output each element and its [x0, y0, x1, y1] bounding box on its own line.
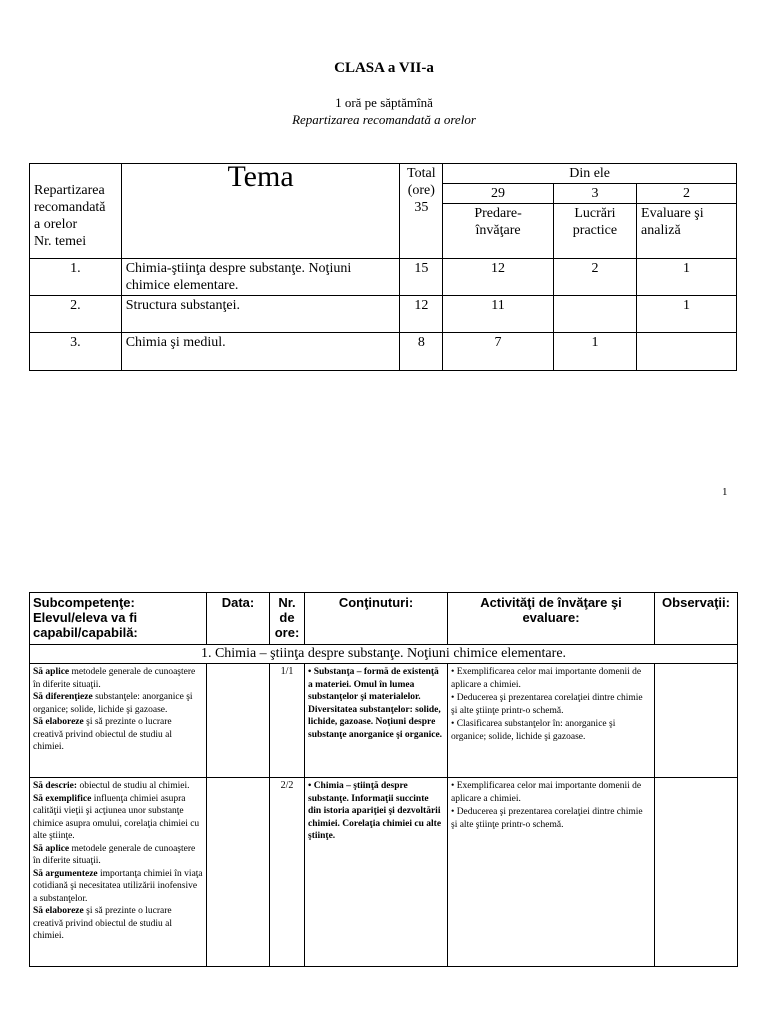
- header-observatii: Observaţii:: [655, 593, 738, 645]
- subcompetente-cell: Să aplice metodele generale de cunoaştere în diferite situaţii. Să diferenţieze substanţele: anorganice şi organice; solide, lichide şi gazoase. Să elaboreze şi să prezinte o lucrare creativă privind obiectul de studiu al chimiei.: [30, 664, 207, 778]
- table-row: 2. Structura substanţei. 12 11 1: [30, 296, 737, 333]
- count-predare: 29: [443, 184, 554, 204]
- label-predare: Predare- învăţare: [443, 204, 554, 259]
- page-title: CLASA a VII-a: [334, 60, 434, 76]
- curriculum-table: [29, 592, 738, 967]
- count-evaluare: 2: [637, 184, 737, 204]
- table-row: 3. Chimia şi mediul. 8 7 1: [30, 333, 737, 371]
- subtitle: Repartizarea recomandată a orelor: [292, 112, 476, 127]
- data-cell: [207, 664, 270, 778]
- label-lucrari: Lucrări practice: [553, 204, 636, 259]
- nr-cell: 2/2: [270, 778, 305, 967]
- section-title: 1. Chimia – ştiinţa despre substanţe. Noţiuni chimice elementare.: [30, 645, 738, 664]
- activitati-cell: • Exemplificarea celor mai importante domenii de aplicare a chimiei. • Deducerea şi prezentarea corelaţiei dintre chimie şi alte ştiinţe printr-o schemă.: [448, 778, 655, 967]
- count-lucrari: 3: [553, 184, 636, 204]
- col-tema-header: Tema: [121, 164, 400, 259]
- data-cell: [207, 778, 270, 967]
- observatii-cell: [655, 664, 738, 778]
- table-row: [30, 664, 738, 778]
- label-evaluare: Evaluare şi analiză: [637, 204, 737, 259]
- page-number: 1: [722, 486, 728, 498]
- hours-distribution-table: [29, 160, 737, 371]
- header-data: Data:: [207, 593, 270, 645]
- col-total-header: Total (ore) 35: [400, 164, 443, 259]
- observatii-cell: [655, 778, 738, 967]
- header-activitati: Activităţi de învăţare şi evaluare:: [448, 593, 655, 645]
- subcompetente-cell: Să descrie: obiectul de studiu al chimiei. Să exemplifice influenţa chimiei asupra calităţii vieţii şi acţiunea unor substanţe chimice asupra omului, corelaţia chimiei cu alte ştiinţe. Să aplice metodele generale de cunoaştere în diferite situaţii. Să argumenteze importanţa chimiei în viaţa cotidiană şi necesitatea utilizării inofensive a substanţelor. Să elaboreze şi să prezinte o lucrare creativă privind obiectul de studiu al chimiei.: [30, 778, 207, 967]
- table-row: 1. Chimia-ştiinţa despre substanţe. Noţiuni chimice elementare. 15 12 2 1: [30, 259, 737, 296]
- header-nr-ore: Nr. de ore:: [270, 593, 305, 645]
- continut-cell: • Substanţa – formă de existenţă a materiei. Omul în lumea substanţelor şi materialelor. Diversitatea substanţelor: solide, lichide, gazoase. Noţiuni despre substanţe anorganice şi organice.: [305, 664, 448, 778]
- header-continuturi: Conţinuturi:: [305, 593, 448, 645]
- activitati-cell: • Exemplificarea celor mai importante domenii de aplicare a chimiei. • Deducerea şi prezentarea corelaţiei dintre chimie şi alte ştiinţe printr-o schemă. • Clasificarea substanţelor în: anorganice şi organice; solide, lichide şi gazoase.: [448, 664, 655, 778]
- header-subcompetente: Subcompetenţe: Elevul/eleva va fi capabil/capabilă:: [30, 593, 207, 645]
- hours-per-week: 1 oră pe săptămînă: [335, 95, 433, 110]
- continut-cell: • Chimia – ştiinţă despre substanţe. Informaţii succinte din istoria apariţiei şi dezvoltării chimiei. Corelaţia chimiei cu alte ştiinţe.: [305, 778, 448, 967]
- table-row: [30, 778, 738, 967]
- col-repartizarea-header: Repartizarea recomandată a orelor Nr. temei: [30, 164, 122, 259]
- nr-cell: 1/1: [270, 664, 305, 778]
- din-ele-header: Din ele: [443, 164, 737, 184]
